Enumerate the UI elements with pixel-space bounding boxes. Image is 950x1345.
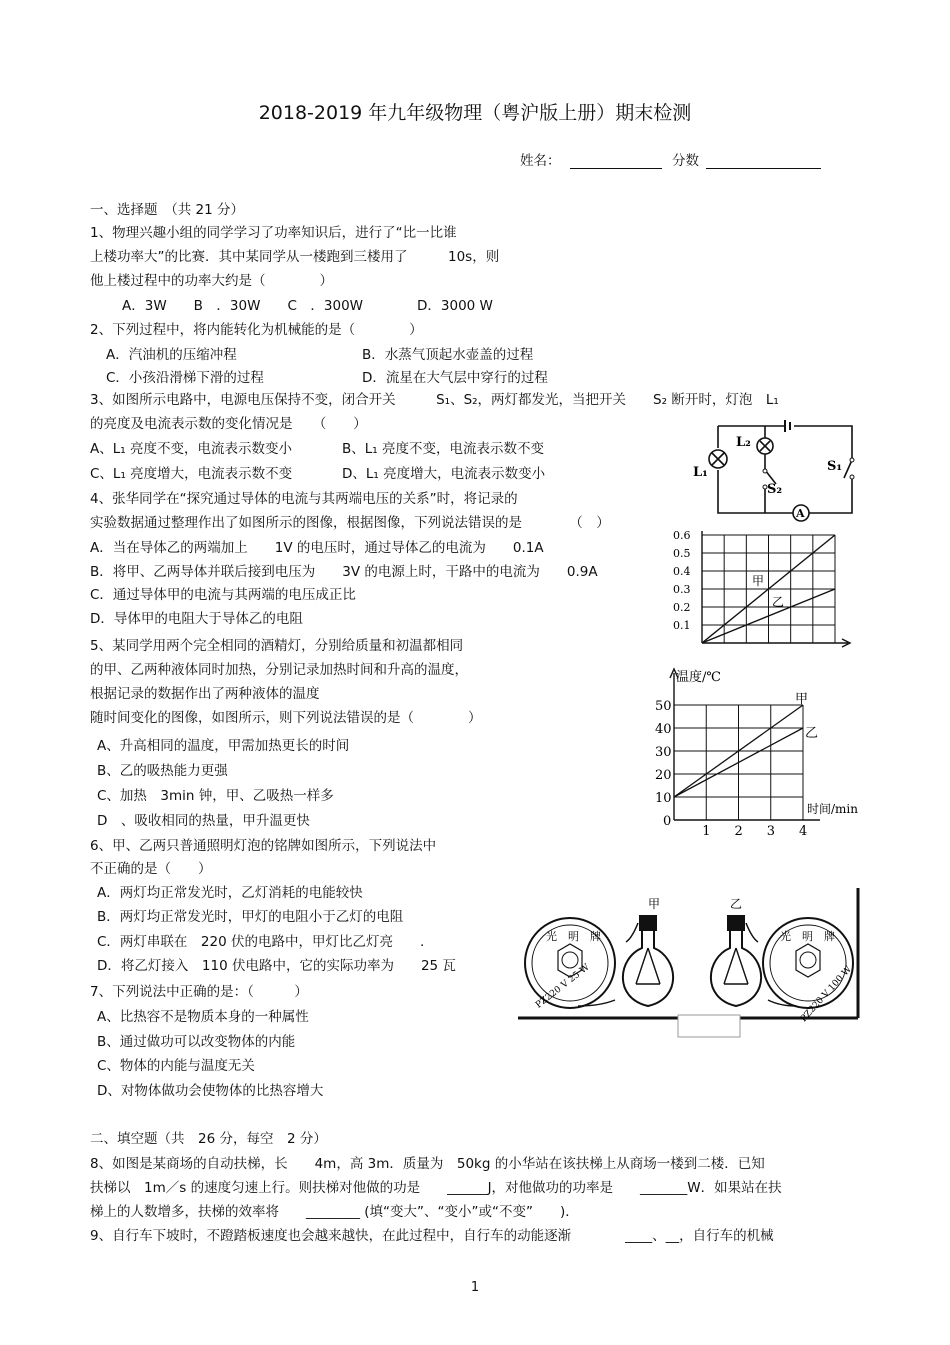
temp-y-tick-label: 0 [663, 814, 672, 829]
q4-option-d: D．导体甲的电阻大于导体乙的电阻 [90, 611, 303, 627]
temp-y-label: 温度/℃ [676, 670, 721, 685]
q8-line2: 扶梯以 1m／s 的速度匀速上行。则扶梯对他做的功是 ______J，对他做功的功率是 _______W．如果站在扶 [90, 1180, 782, 1196]
q5-option-c: C、加热 3min 钟，甲、乙吸热一样多 [97, 788, 334, 804]
q8-line3: 梯上的人数增多，扶梯的效率将 ________ (填“变大”、“变小”或“不变” )． [90, 1204, 579, 1220]
q5-line3: 根据记录的数据作出了两种液体的温度 [90, 686, 320, 702]
q3-line2: 的亮度及电流表示数的变化情况是 （ ） [90, 416, 367, 432]
nameplate-yi [763, 918, 854, 1024]
q9-line1: 9、自行车下坡时，不蹬踏板速度也会越来越快，在此过程中，自行车的动能逐渐 ____、__，自行车的机械 [90, 1228, 774, 1244]
q6-line2: 不正确的是（ ） [90, 861, 212, 877]
q4-option-a: A．当在导体乙的两端加上 1V 的电压时，通过导体乙的电流为 0.1A [90, 540, 544, 556]
temp-y-tick-label: 40 [655, 722, 672, 737]
nameplate-jia [525, 918, 615, 1011]
iv-y-tick-label: 0.5 [673, 547, 691, 560]
q5-line2: 的甲、乙两种液体同时加热，分别记录加热时间和升高的温度， [90, 662, 468, 678]
q3-option-b: B、L₁ 亮度不变，电流表示数不变 [342, 441, 544, 457]
S1-label: S₁ [827, 459, 843, 474]
bulb-jia-label: 甲 [648, 897, 661, 911]
q3-option-a: A、L₁ 亮度不变，电流表示数变小 [90, 441, 292, 457]
q7-option-c: C、物体的内能与温度无关 [97, 1058, 255, 1074]
q5-option-a: A、升高相同的温度，甲需加热更长的时间 [97, 738, 350, 754]
S2-label: S₂ [767, 482, 783, 497]
q3-line1: 3、如图所示电路中，电源电压保持不变，闭合开关 S₁、S₂，两灯都发光，当把开关 S₂ 断开时，灯泡 L₁ [90, 392, 779, 408]
rating-label-jia: PZ220 V 25 W [534, 962, 592, 1011]
iv-y-tick-label: 0.1 [673, 619, 691, 632]
q2-option-a: A．汽油机的压缩冲程 [106, 347, 237, 363]
q7-option-b: B、通过做功可以改变物体的内能 [97, 1034, 296, 1050]
name-blank[interactable] [570, 154, 662, 169]
name-label: 姓名： [520, 153, 561, 169]
q1-line3: 他上楼过程中的功率大约是（ ） [90, 273, 333, 289]
q1-options: A．3W B ．30W C ．300W D．3000 W [122, 298, 493, 314]
iv-y-tick-label: 0.4 [673, 565, 691, 578]
q5-line1: 5、某同学用两个完全相同的酒精灯，分别给质量和初温都相同 [90, 638, 464, 654]
iv-y-tick-label: 0.6 [673, 529, 691, 542]
q4-line2: 实验数据通过整理作出了如图所示的图像，根据图像，下列说法错误的是 （ ） [90, 515, 610, 531]
q1-line1: 1、物理兴趣小组的同学学习了功率知识后，进行了“比一比谁 [90, 225, 457, 241]
q7-stem: 7、下列说法中正确的是：（ ） [90, 984, 308, 1000]
bulbs-figure [518, 888, 863, 1038]
temp-series-yi-label: 乙 [805, 726, 819, 741]
circuit-diagram [690, 418, 870, 528]
temp-x-tick-label: 4 [799, 824, 808, 837]
q3-option-c: C、L₁ 亮度增大，电流表示数不变 [90, 466, 293, 482]
q7-option-a: A、比热容不是物质本身的一种属性 [97, 1009, 309, 1025]
series-jia-label: 甲 [752, 574, 765, 588]
temp-x-tick-label: 2 [734, 824, 743, 837]
q6-line1: 6、甲、乙两只普通照明灯泡的铭牌如图所示，下列说法中 [90, 838, 437, 854]
q2-option-c: C．小孩沿滑梯下滑的过程 [106, 370, 264, 386]
q5-line4: 随时间变化的图像，如图所示，则下列说法错误的是（ ） [90, 710, 482, 726]
temp-x-label: 时间/min [807, 802, 858, 816]
temperature-chart [645, 665, 895, 837]
q6-option-b: B．两灯均正常发光时，甲灯的电阻小于乙灯的电阻 [97, 909, 404, 925]
ammeter-label: A [796, 507, 805, 520]
temp-x-tick-label: 3 [766, 824, 776, 837]
q6-option-d: D．将乙灯接入 110 伏电路中，它的实际功率为 25 瓦 [97, 958, 456, 974]
q5-option-b: B、乙的吸热能力更强 [97, 763, 228, 779]
L1-label: L₁ [693, 465, 708, 480]
bulb-yi-label: 乙 [730, 897, 743, 911]
page-title: 2018-2019 年九年级物理（粤沪版上册）期末检测 [258, 102, 692, 124]
q2-option-d: D．流星在大气层中穿行的过程 [362, 370, 548, 386]
q2-option-b: B．水蒸气顶起水壶盖的过程 [362, 347, 534, 363]
q7-option-d: D、对物体做功会使物体的比热容增大 [97, 1083, 324, 1099]
temp-series-jia-label: 甲 [795, 692, 809, 707]
q6-option-c: C．两灯串联在 220 伏的电路中，甲灯比乙灯亮 . [97, 934, 425, 950]
iv-y-tick-label: 0.2 [673, 601, 691, 614]
q5-option-d: D 、吸收相同的热量，甲升温更快 [97, 813, 310, 829]
score-blank[interactable] [706, 154, 821, 169]
iv-y-tick-label: 0.3 [673, 583, 691, 596]
q4-option-c: C．通过导体甲的电流与其两端的电压成正比 [90, 587, 356, 603]
q4-option-b: B．将甲、乙两导体并联后接到电压为 3V 的电源上时，干路中的电流为 0.9A [90, 564, 598, 580]
page-number: 1 [470, 1280, 480, 1295]
q6-option-a: A．两灯均正常发光时，乙灯消耗的电能较快 [97, 885, 363, 901]
section-1-heading: 一、选择题 （共 21 分） [90, 202, 245, 218]
iv-chart [670, 525, 860, 650]
section-2-heading: 二、填空题（共 26 分，每空 2 分） [90, 1131, 327, 1147]
temp-x-tick-label: 1 [702, 824, 711, 837]
q8-line1: 8、如图是某商场的自动扶梯，长 4m，高 3m．质量为 50kg 的小华站在该扶梯上从商场一楼到二楼．已知 [90, 1156, 765, 1172]
q2-stem: 2、下列过程中，将内能转化为机械能的是（ ） [90, 322, 423, 338]
temp-y-tick-label: 20 [655, 768, 672, 783]
temp-y-tick-label: 30 [655, 745, 672, 760]
brand-label-jia: 光 明 牌 [546, 930, 601, 943]
score-label: 分数 [672, 153, 699, 169]
rating-label-yi: PZ220 V 100 W [798, 964, 854, 1025]
q3-option-d: D、L₁ 亮度增大，电流表示数变小 [342, 466, 546, 482]
q4-line1: 4、张华同学在“探究通过导体的电流与其两端电压的关系”时，将记录的 [90, 491, 518, 507]
temp-y-tick-label: 50 [655, 699, 672, 714]
temp-y-tick-label: 10 [655, 791, 672, 806]
brand-label-yi: 光 明 牌 [780, 930, 835, 943]
L2-label: L₂ [736, 435, 751, 450]
q1-line2: 上楼功率大”的比赛．其中某同学从一楼跑到三楼用了 10s，则 [90, 249, 500, 265]
series-yi-label: 乙 [772, 595, 785, 609]
